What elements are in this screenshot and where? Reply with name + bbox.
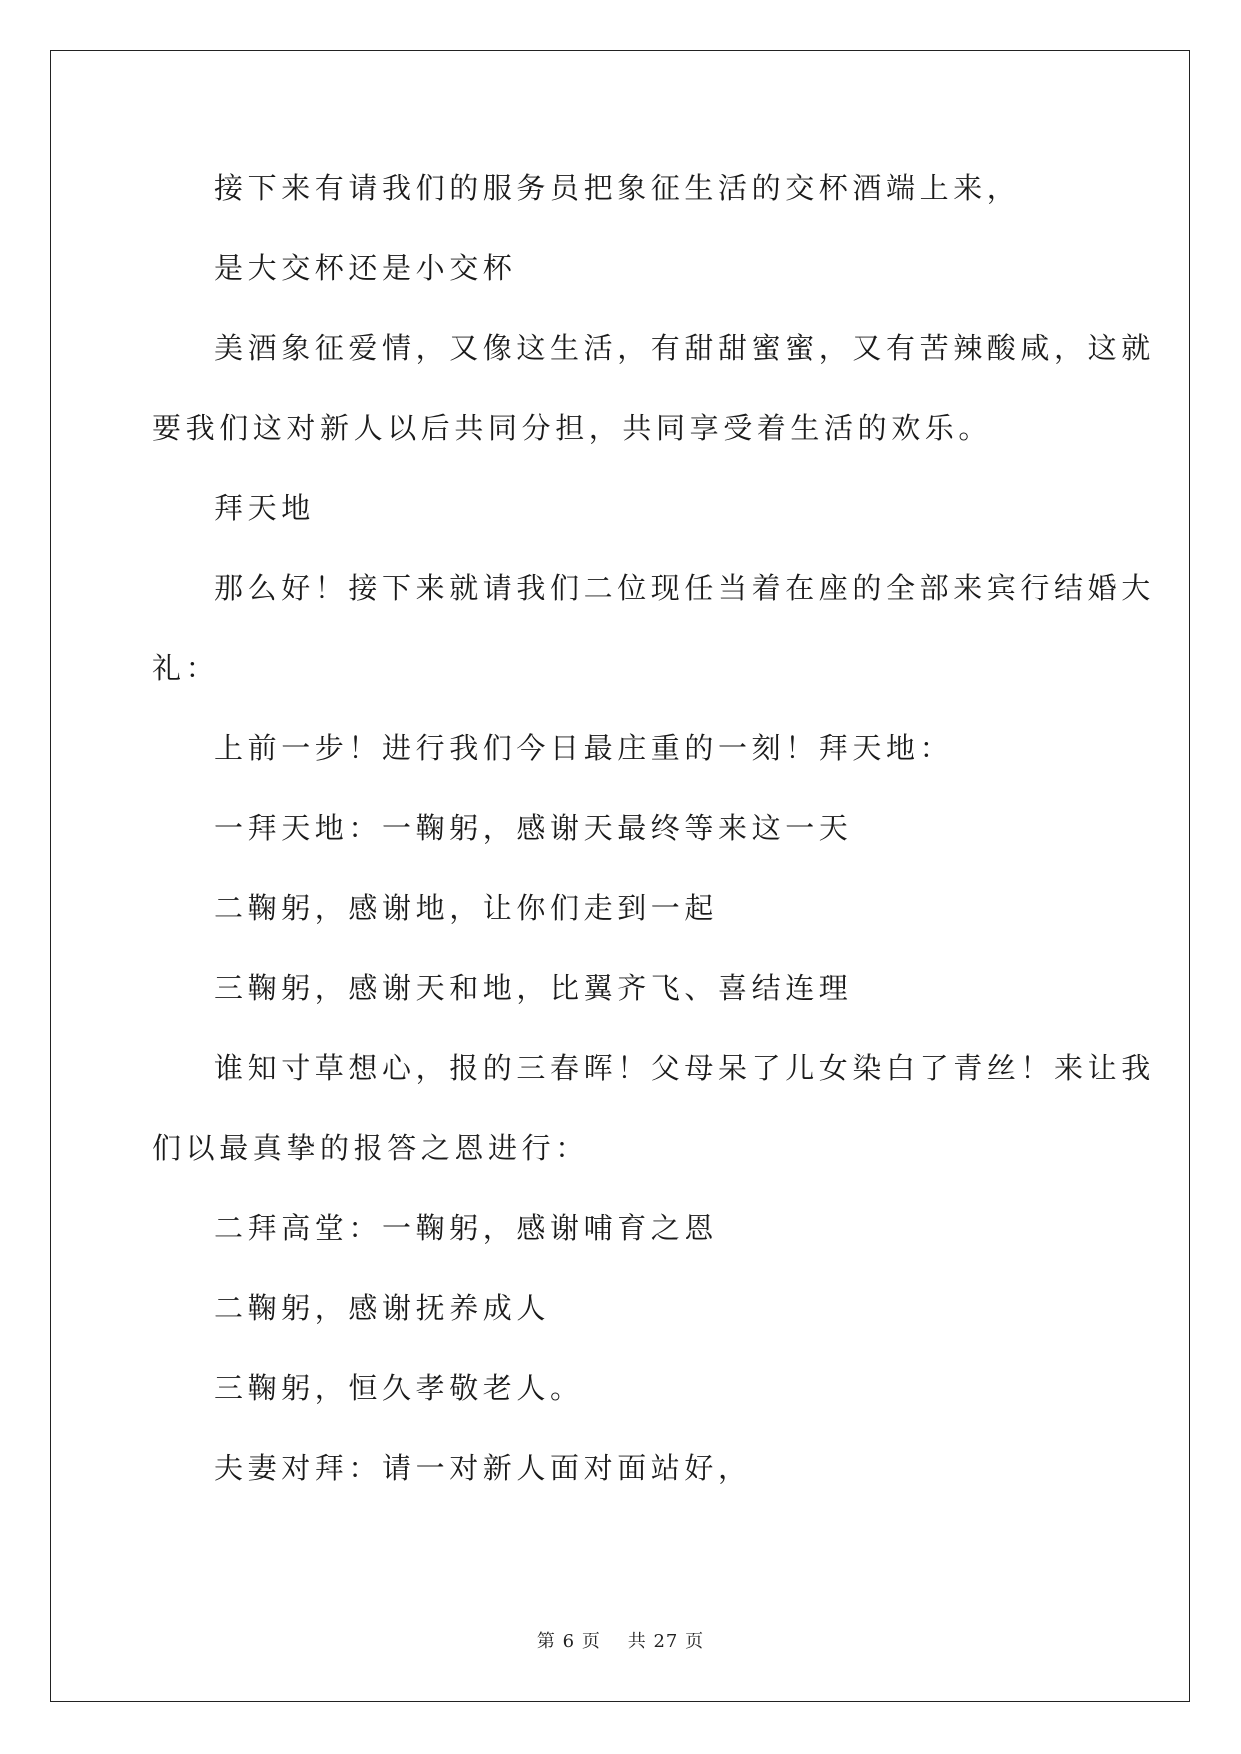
current-page-label: 第 6 页 bbox=[536, 1631, 601, 1652]
text-line: 那么好！接下来就请我们二位现任当着在座的全部来宾行结婚大 bbox=[214, 571, 1155, 605]
text-line: 一拜天地：一鞠躬，感谢天最终等来这一天 bbox=[214, 811, 853, 845]
document-body bbox=[152, 168, 1155, 1488]
text-line: 夫妻对拜：请一对新人面对面站好， bbox=[214, 1451, 752, 1485]
text-line: 是大交杯还是小交杯 bbox=[214, 251, 517, 285]
text-line: 美酒象征爱情，又像这生活，有甜甜蜜蜜，又有苦辣酸咸，这就 bbox=[214, 331, 1155, 365]
text-line: 礼： bbox=[152, 651, 220, 685]
text-line: 二拜高堂：一鞠躬，感谢哺育之恩 bbox=[214, 1211, 719, 1245]
text-line: 三鞠躬，感谢天和地，比翼齐飞、喜结连理 bbox=[214, 971, 853, 1005]
footer-separator bbox=[601, 1631, 628, 1652]
page-footer bbox=[0, 1627, 1241, 1653]
text-line: 上前一步！进行我们今日最庄重的一刻！拜天地： bbox=[214, 731, 954, 765]
text-line: 二鞠躬，感谢地，让你们走到一起 bbox=[214, 891, 719, 925]
text-line: 们以最真挚的报答之恩进行： bbox=[152, 1131, 589, 1165]
text-line: 谁知寸草想心，报的三春晖！父母呆了儿女染白了青丝！来让我 bbox=[214, 1051, 1155, 1085]
text-line: 要我们这对新人以后共同分担，共同享受着生活的欢乐。 bbox=[152, 411, 993, 445]
text-line: 二鞠躬，感谢抚养成人 bbox=[214, 1291, 551, 1325]
total-pages-label: 共 27 页 bbox=[627, 1631, 705, 1652]
text-line: 拜天地 bbox=[214, 491, 315, 525]
text-line: 三鞠躬，恒久孝敬老人。 bbox=[214, 1371, 584, 1405]
text-line: 接下来有请我们的服务员把象征生活的交杯酒端上来， bbox=[214, 171, 1021, 205]
